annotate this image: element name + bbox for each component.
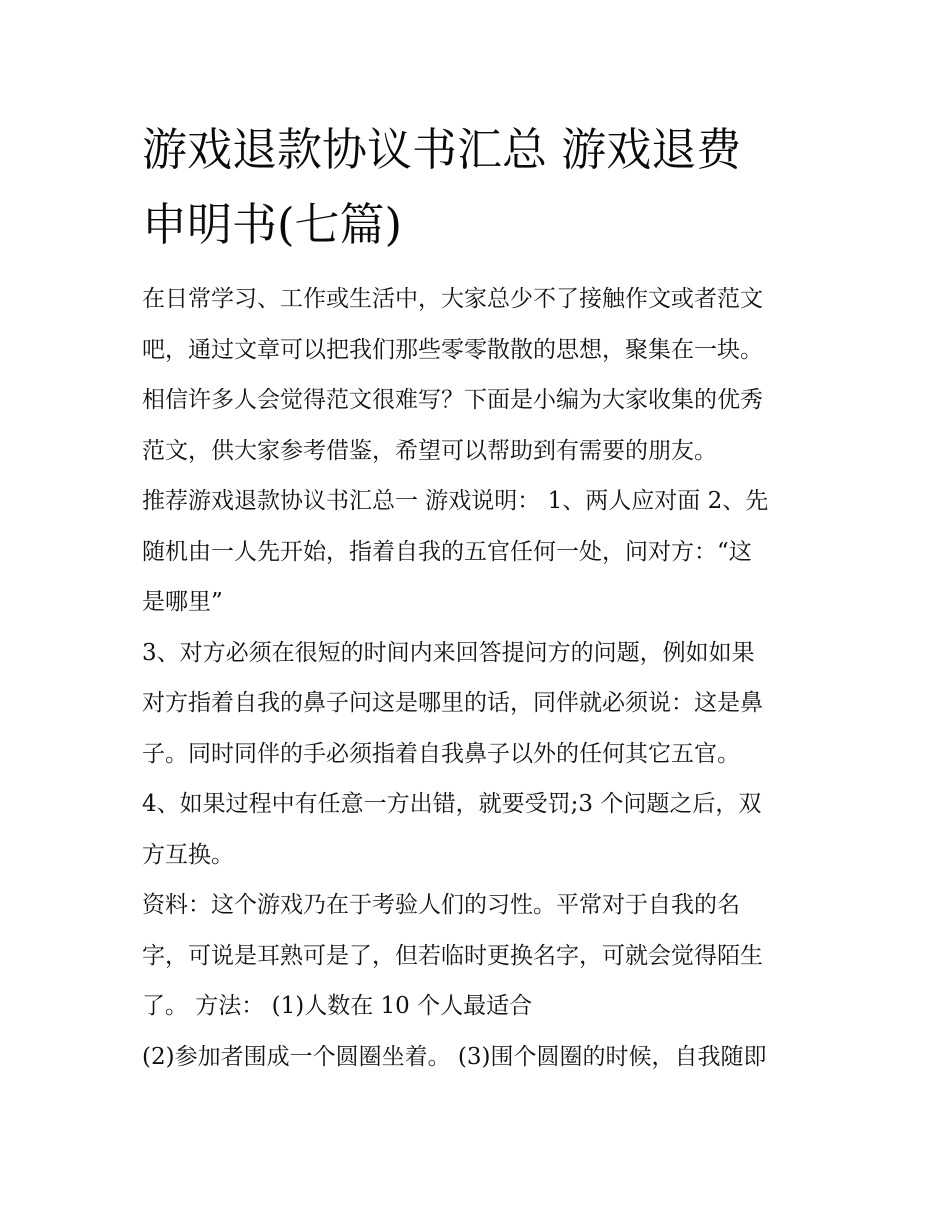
text-line: (2)参加者围成一个圆圈坐着。 (3)围个圆圈的时候，自我随即 [142, 1043, 767, 1070]
paragraph-method-steps [142, 1032, 814, 1083]
text-line: 推荐游戏退款协议书汇总一 游戏说明： 1、两人应对面 2、先 [142, 488, 769, 514]
text-line: 4、如果过程中有任意一方出错，就要受罚;3 个问题之后，双 [142, 791, 762, 817]
title-line: 申明书(七篇) [142, 198, 403, 251]
text-line: 对方指着自我的鼻子问这是哪里的话，同伴就必须说：这是鼻 [142, 690, 763, 716]
text-line: 在日常学习、工作或生活中，大家总少不了接触作文或者范文 [142, 286, 763, 312]
paragraph-rule-3 [142, 628, 814, 780]
text-line: 了。 方法： (1)人数在 10 个人最适合 [142, 993, 533, 1019]
document-title [142, 112, 814, 262]
text-line: 吧，通过文章可以把我们那些零零散散的思想，聚集在一块。 [142, 336, 763, 363]
text-line: 方互换。 [142, 841, 234, 868]
document-content [142, 112, 814, 1082]
paragraph-materials [142, 880, 814, 1032]
paragraph-intro [142, 274, 814, 476]
text-line: 范文，供大家参考借鉴，希望可以帮助到有需要的朋友。 [142, 437, 717, 464]
text-line: 随机由一人先开始，指着自我的五官任何一处，问对方：“这 [142, 538, 752, 565]
paragraph-rule-4 [142, 779, 814, 880]
text-line: 字，可说是耳熟可是了，但若临时更换名字，可就会觉得陌生 [142, 942, 763, 969]
text-line: 相信许多人会觉得范文很难写？下面是小编为大家收集的优秀 [142, 387, 763, 413]
text-line: 子。同时同伴的手必须指着自我鼻子以外的任何其它五官。 [142, 740, 740, 767]
text-line: 资料：这个游戏乃在于考验人们的习性。平常对于自我的名 [142, 892, 740, 918]
paragraph-game-rules [142, 476, 814, 628]
text-line: 3、对方必须在很短的时间内来回答提问方的问题，例如如果 [142, 639, 755, 666]
title-line: 游戏退款协议书汇总 游戏退费 [142, 123, 742, 176]
text-line: 是哪里” [142, 589, 223, 615]
